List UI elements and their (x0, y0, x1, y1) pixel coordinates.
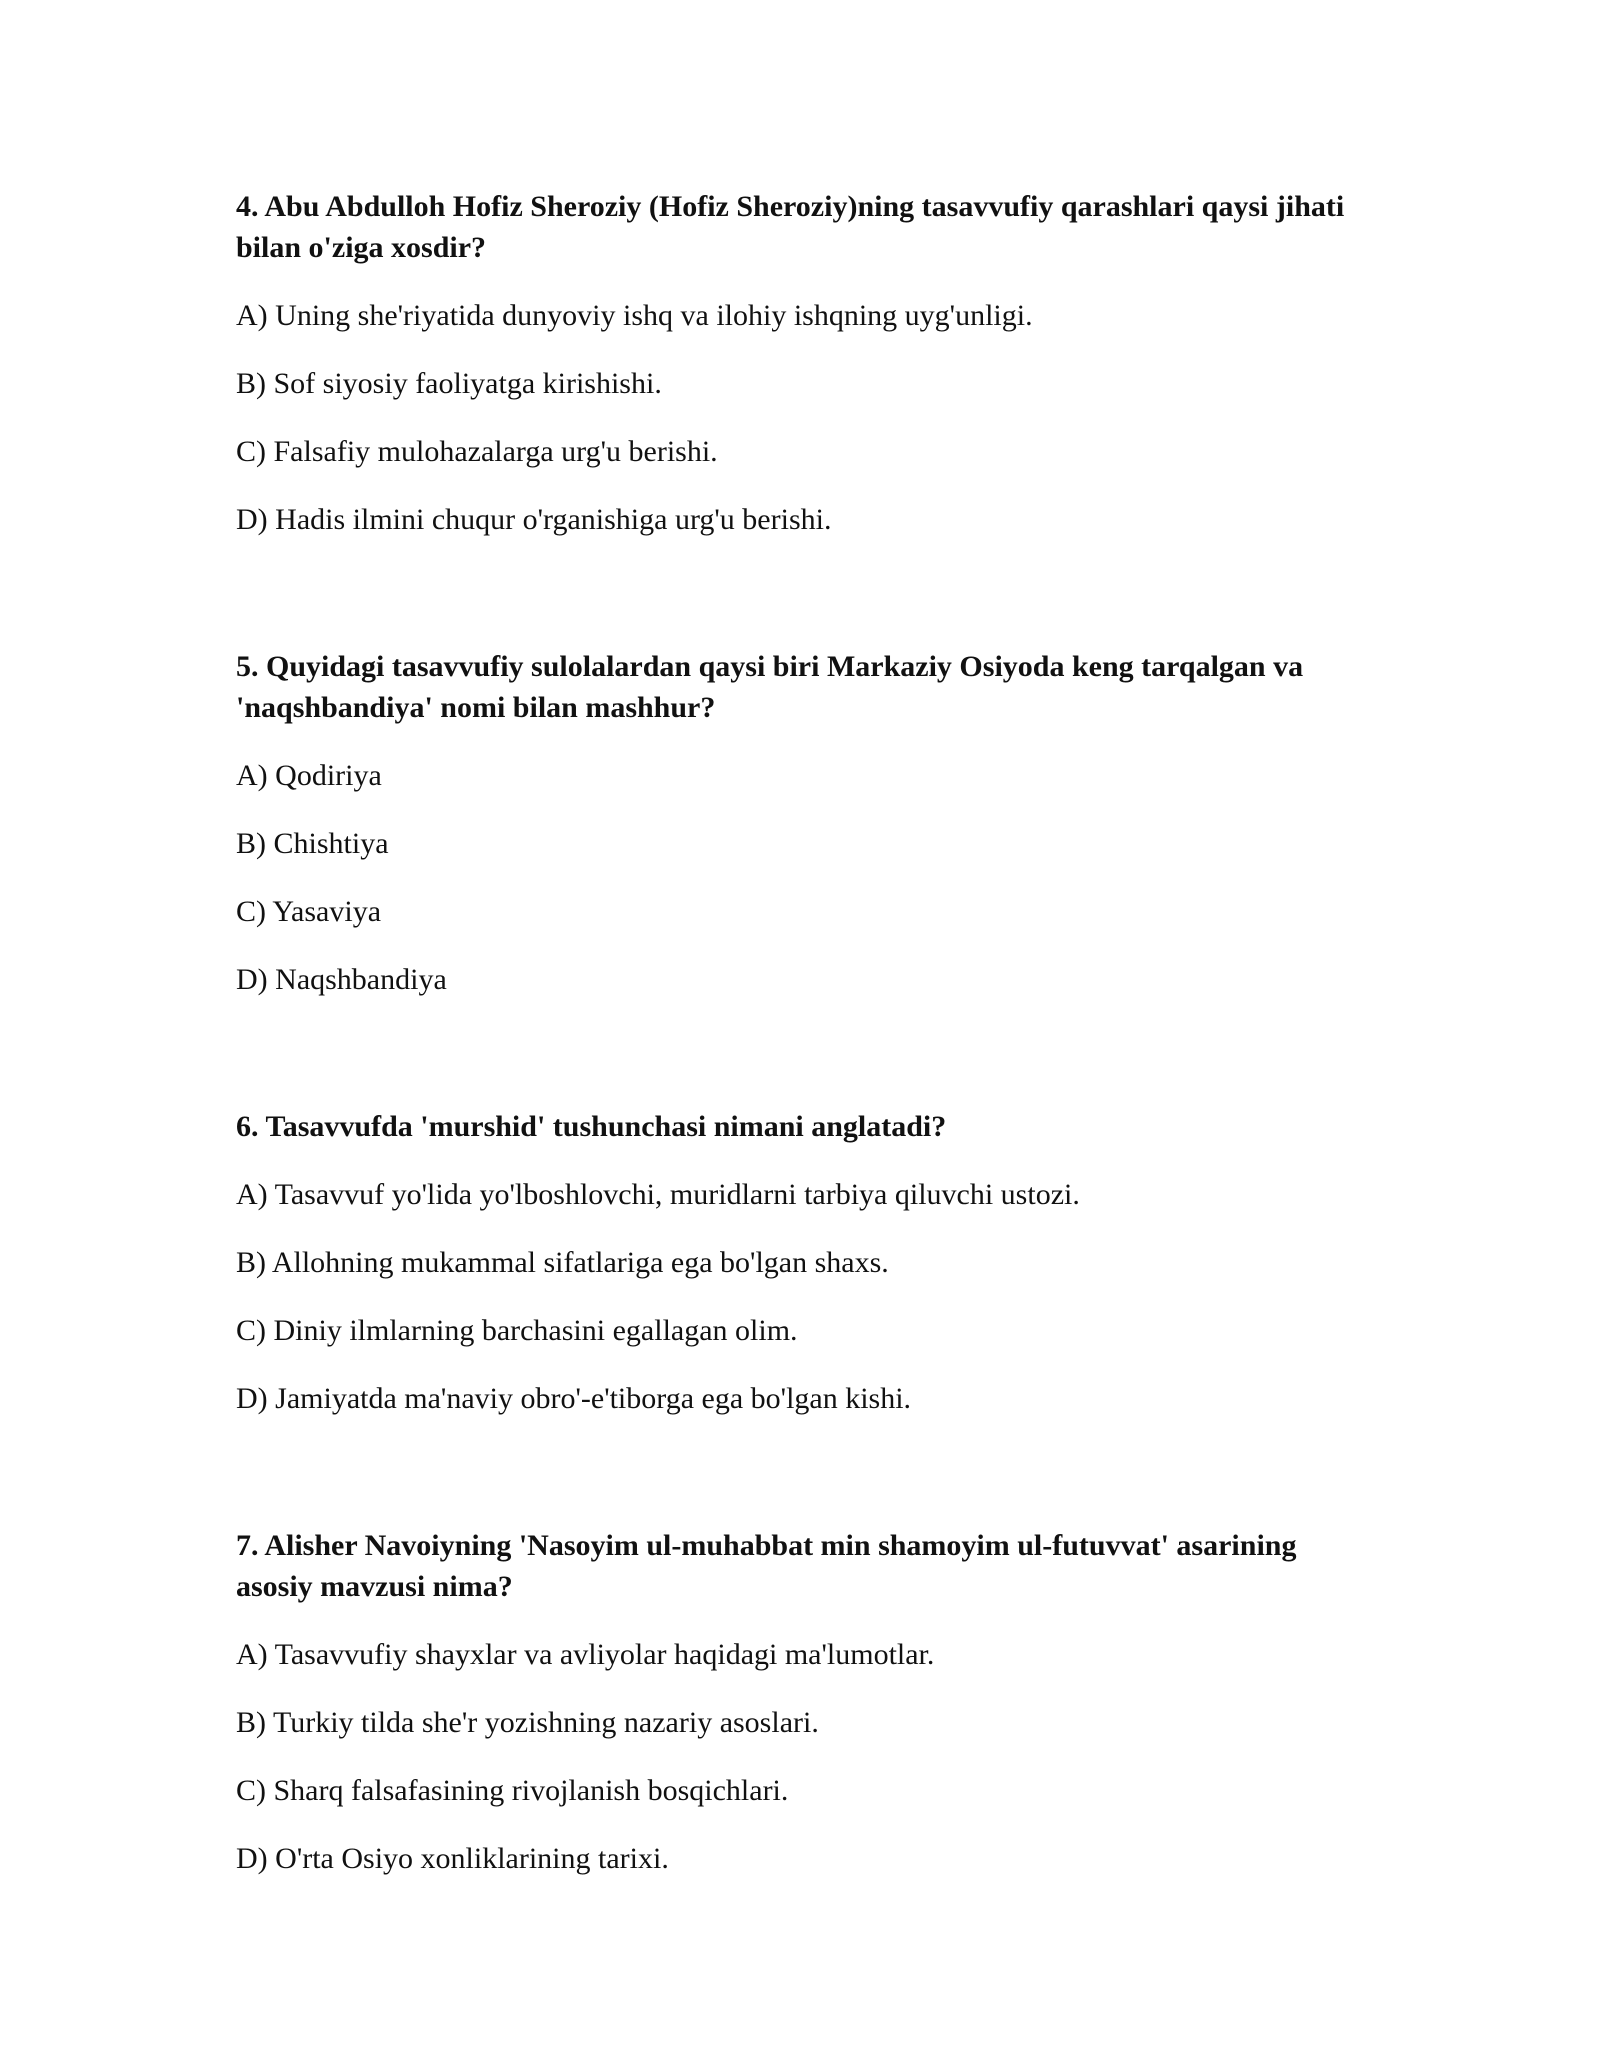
answer-option-c: C) Yasaviya (236, 895, 382, 928)
answer-option-c: C) Falsafiy mulohazalarga urg'u berishi. (236, 435, 718, 468)
question-text: 7. Alisher Navoiyning 'Nasoyim ul-muhabbat min shamoyim ul-futuvvat' asarining asosiy mavzusi nima? (236, 1529, 1297, 1603)
question-list (236, 186, 1366, 1879)
answer-option-d: D) Naqshbandiya (236, 963, 447, 996)
question-block-6 (236, 1106, 1366, 1419)
answer-option-a: A) Qodiriya (236, 759, 382, 792)
answer-option-c: C) Diniy ilmlarning barchasini egallagan olim. (236, 1314, 798, 1347)
answer-option-a: A) Uning she'riyatida dunyoviy ishq va ilohiy ishqning uyg'unligi. (236, 299, 1033, 332)
answer-option-c: C) Sharq falsafasining rivojlanish bosqichlari. (236, 1774, 789, 1807)
question-block-4 (236, 186, 1366, 540)
question-text: 6. Tasavvufda 'murshid' tushunchasi nimani anglatadi? (236, 1110, 947, 1143)
answer-option-b: B) Turkiy tilda she'r yozishning nazariy asoslari. (236, 1706, 819, 1739)
answer-option-a: A) Tasavvufiy shayxlar va avliyolar haqidagi ma'lumotlar. (236, 1638, 935, 1671)
answer-option-b: B) Chishtiya (236, 827, 389, 860)
question-text: 4. Abu Abdulloh Hofiz Sheroziy (Hofiz Sheroziy)ning tasavvufiy qarashlari qaysi jihati bilan o'ziga xosdir? (236, 190, 1345, 264)
answer-option-a: A) Tasavvuf yo'lida yo'lboshlovchi, muridlarni tarbiya qiluvchi ustozi. (236, 1178, 1080, 1211)
answer-option-d: D) O'rta Osiyo xonliklarining tarixi. (236, 1842, 669, 1875)
question-block-7 (236, 1525, 1366, 1879)
answer-option-b: B) Allohning mukammal sifatlariga ega bo'lgan shaxs. (236, 1246, 889, 1279)
answer-option-d: D) Hadis ilmini chuqur o'rganishiga urg'u berishi. (236, 503, 832, 536)
answer-option-b: B) Sof siyosiy faoliyatga kirishishi. (236, 367, 662, 400)
question-text: 5. Quyidagi tasavvufiy sulolalardan qaysi biri Markaziy Osiyoda keng tarqalgan va 'naqshbandiya' nomi bilan mashhur? (236, 650, 1304, 724)
question-block-5 (236, 646, 1366, 1000)
answer-option-d: D) Jamiyatda ma'naviy obro'-e'tiborga ega bo'lgan kishi. (236, 1382, 912, 1415)
